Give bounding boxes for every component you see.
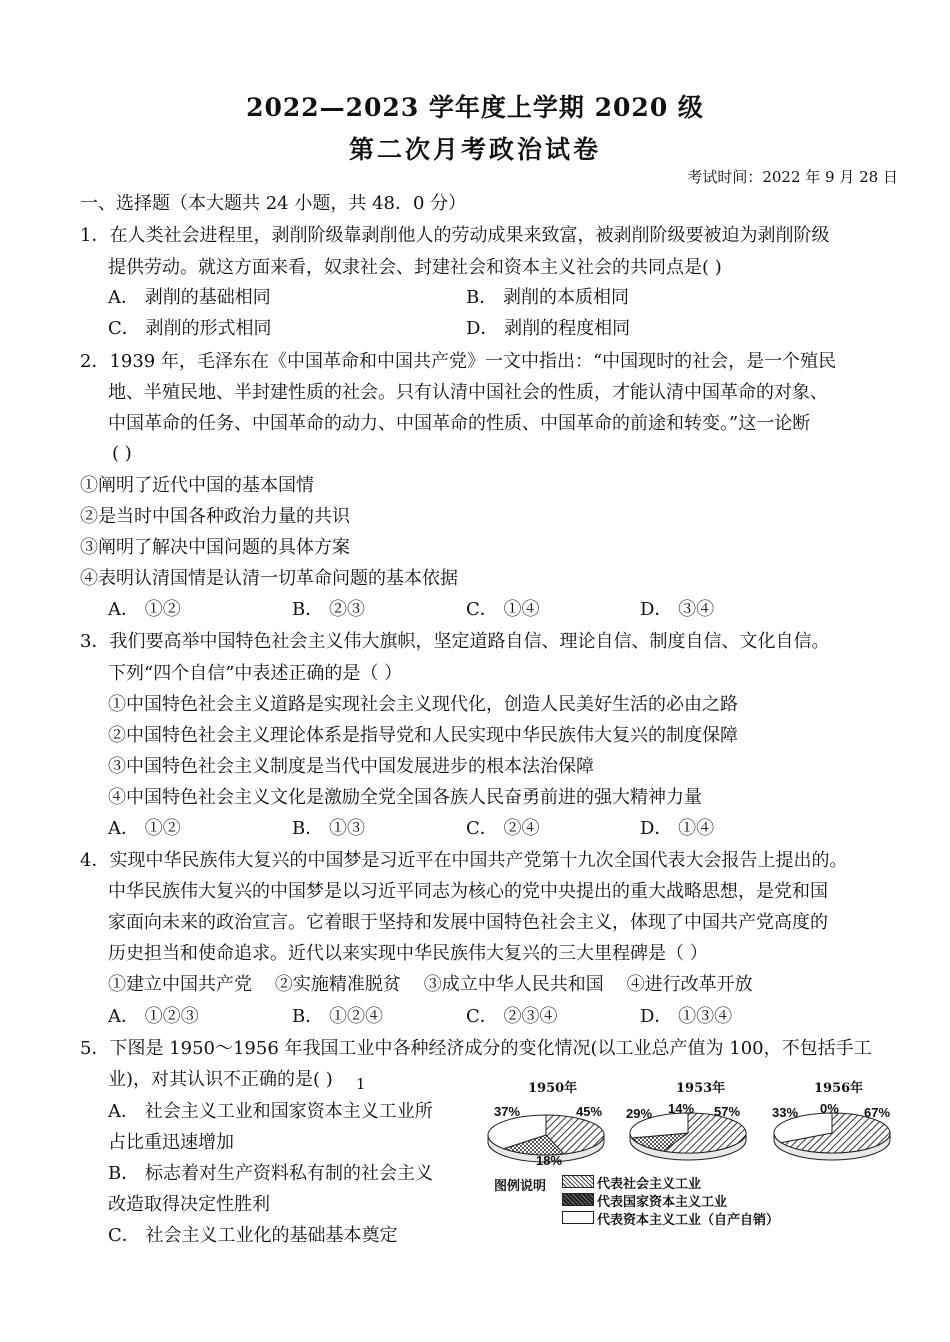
pie-1956-label-state-capitalist: 0% (820, 1101, 839, 1116)
q1-stem-line1: 1．在人类社会进程里，剥削阶级靠剥削他人的劳动成果来致富，被剥削阶级要被迫为剥削阶级 (80, 225, 830, 246)
q1-option-a: A． 剥削的基础相同 (108, 287, 271, 308)
q3-option-a: A． ①② (108, 818, 181, 839)
q2-option-b: B． ②③ (292, 599, 365, 620)
q5-option-a-line1: A． 社会主义工业和国家资本主义工业所 (108, 1101, 433, 1122)
q3-option-c: C． ②④ (466, 818, 540, 839)
q1-option-b: B． 剥削的本质相同 (466, 287, 629, 308)
q5-option-c: C． 社会主义工业化的基础基本奠定 (108, 1225, 398, 1246)
q4-option-c: C． ②③④ (466, 1006, 558, 1027)
page-title: 2022—2023 学年度上学期 2020 级 (246, 93, 704, 122)
q4-stem-line3: 家面向未来的政治宣言。它着眼于坚持和发展中国特色社会主义，体现了中国共产党高度的 (108, 912, 828, 933)
q1-stem-line2: 提供劳动。就这方面来看，奴隶社会、封建社会和资本主义社会的共同点是( ) (108, 257, 722, 278)
q4-stem-line4: 历史担当和使命追求。近代以来实现中华民族伟大复兴的三大里程碑是（ ） (108, 943, 708, 964)
q4-stem-line1: 4．实现中华民族伟大复兴的中国梦是习近平在中国共产党第十九次全国代表大会报告上提出的。 (80, 850, 848, 871)
page-number-mark: 1 (356, 1075, 366, 1093)
q3-stem-line1: 3．我们要高举中国特色社会主义伟大旗帜，坚定道路自信、理论自信、制度自信、文化自信。 (80, 631, 830, 652)
legend-label-state-capitalist: 代表国家资本主义工业 (597, 1195, 728, 1210)
q3-item-2: ②中国特色社会主义理论体系是指导党和人民实现中华民族伟大复兴的制度保障 (108, 725, 738, 746)
pie-year-1956: 1956年 (814, 1081, 864, 1096)
q5-option-b-line2: 改造取得决定性胜利 (108, 1194, 270, 1215)
pie-1950-label-capitalist: 37% (494, 1104, 521, 1119)
q2-item-2: ②是当时中国各种政治力量的共识 (80, 506, 350, 527)
q2-stem-line2: 地、半殖民地、半封建性质的社会。只有认清中国社会的性质，才能认清中国革命的对象、 (108, 382, 828, 403)
q2-stem-line4: ( ) (112, 443, 132, 464)
q2-option-a: A． ①② (108, 599, 181, 620)
legend-swatch-capitalist (562, 1211, 594, 1224)
q1-option-d: D． 剥削的程度相同 (466, 318, 631, 339)
q5-option-b-line1: B． 标志着对生产资料私有制的社会主义 (108, 1163, 433, 1184)
q4-option-a: A． ①②③ (108, 1006, 199, 1027)
q2-option-c: C． ①④ (466, 599, 540, 620)
q2-stem-line3: 中国革命的任务、中国革命的动力、中国革命的性质、中国革命的前途和转变。”这一论断 (108, 413, 811, 434)
q2-item-4: ④表明认清国情是认清一切革命问题的基本依据 (80, 568, 458, 589)
pie-1953-label-socialist: 57% (714, 1104, 741, 1119)
pie-1956-label-socialist: 67% (864, 1105, 891, 1120)
q4-option-b: B． ①②④ (292, 1006, 383, 1027)
pie-1950-label-socialist: 45% (576, 1104, 603, 1119)
legend-label-capitalist: 代表资本主义工业（自产自销） (597, 1213, 780, 1228)
q2-option-d: D． ③④ (640, 599, 715, 620)
q3-stem-line2: 下列“四个自信”中表述正确的是（ ） (108, 663, 403, 684)
q3-item-4: ④中国特色社会主义文化是激励全党全国各族人民奋勇前进的强大精神力量 (108, 787, 702, 808)
pie-1953-label-capitalist: 29% (626, 1106, 653, 1121)
q4-items: ①建立中国共产党 ②实施精准脱贫 ③成立中华人民共和国 ④进行改革开放 (108, 974, 753, 995)
legend-label-socialist: 代表社会主义工业 (597, 1177, 702, 1192)
q1-option-c: C． 剥削的形式相同 (108, 318, 272, 339)
pie-year-1950: 1950年 (528, 1081, 578, 1096)
q3-option-d: D． ①④ (640, 818, 715, 839)
q2-item-3: ③阐明了解决中国问题的具体方案 (80, 537, 350, 558)
pie-figure (480, 1075, 900, 1228)
q2-stem-line1: 2．1939 年，毛泽东在《中国革命和中国共产党》一文中指出：“中国现时的社会，是一个殖民 (80, 351, 837, 372)
q3-item-1: ①中国特色社会主义道路是实现社会主义现代化，创造人民美好生活的必由之路 (108, 694, 738, 715)
q5-stem-line2: 业)，对其认识不正确的是( ) (108, 1069, 333, 1090)
legend-swatch-socialist (562, 1175, 594, 1188)
q2-item-1: ①阐明了近代中国的基本国情 (80, 475, 314, 496)
q3-option-b: B． ①③ (292, 818, 365, 839)
q5-stem-line1: 5．下图是 1950～1956 年我国工业中各种经济成分的变化情况(以工业总产值为 100，不包括手工 (80, 1038, 872, 1059)
q4-stem-line2: 中华民族伟大复兴的中国梦是以习近平同志为核心的党中央提出的重大战略思想，是党和国 (108, 881, 828, 902)
q5-option-a-line2: 占比重迅速增加 (108, 1132, 234, 1153)
page-subtitle: 第二次月考政治试卷 (348, 135, 601, 164)
exam-time: 考试时间：2022 年 9 月 28 日 (687, 168, 898, 186)
q4-option-d: D． ①③④ (640, 1006, 733, 1027)
pie-1956-label-capitalist: 33% (772, 1105, 799, 1120)
q3-item-3: ③中国特色社会主义制度是当代中国发展进步的根本法治保障 (108, 756, 594, 777)
pie-1953-label-state-capitalist: 14% (668, 1101, 695, 1116)
legend-swatch-state-capitalist (562, 1193, 594, 1206)
pie-year-1953: 1953年 (676, 1081, 726, 1096)
legend-title: 图例说明 (494, 1179, 547, 1194)
pie-1950-label-state-capitalist: 18% (536, 1153, 563, 1168)
section-heading: 一、选择题（本大题共 24 小题，共 48．0 分） (80, 193, 467, 214)
